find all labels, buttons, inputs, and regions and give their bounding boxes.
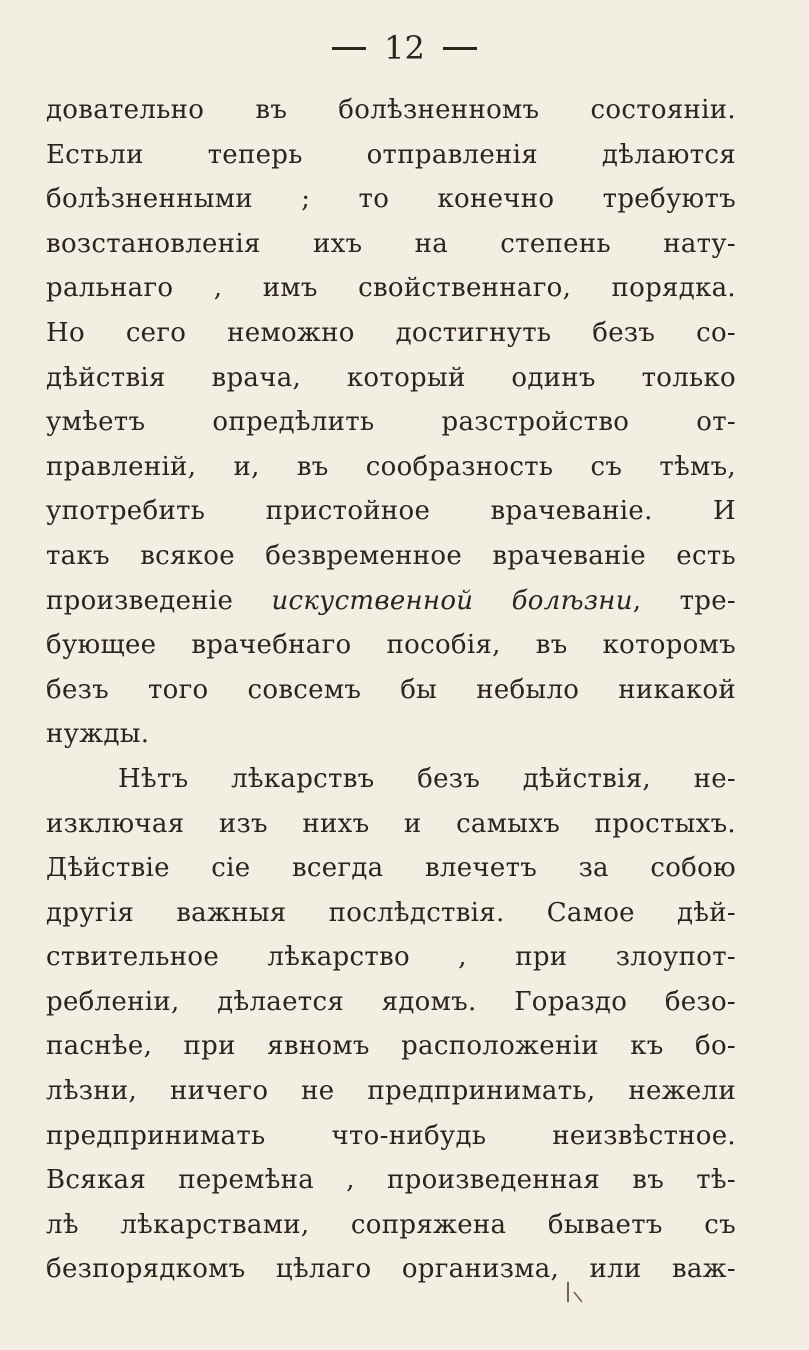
text-line: ствительное лѣкарство , при злоупот- [46,942,736,973]
text-line: бующее врачебнаго пособія, въ которомъ [46,630,736,661]
text-line: изключая изъ нихъ и самыхъ простыхъ. [46,808,736,839]
text-line: такъ всякое безвременное врачеваніе есть [46,540,736,571]
text-line: умѣетъ опредѣлить разстройство от- [46,407,736,438]
text-line: Но сего неможно достигнуть безъ со- [46,317,736,348]
text-line-paragraph-start: Нѣтъ лѣкарствъ безъ дѣйствія, не- [118,763,736,794]
text-line: ральнаго , имъ свойственнаго, порядка. [46,273,736,304]
body-text [46,88,736,1292]
text-line: дѣйствія врача, который одинъ только [46,362,736,393]
page-number: 12 [384,29,425,67]
header-dash-right [443,47,477,50]
ink-mark-decoration [562,1278,586,1308]
text-fragment: произведеніе [46,585,272,616]
text-line: болѣзненными ; то конечно требуютъ [46,184,736,215]
text-line: употребить пристойное врачеваніе. И [46,496,736,527]
text-line: безпорядкомъ цѣлаго организма, или важ- [46,1254,736,1285]
text-line: другія важныя послѣдствія. Самое дѣй- [46,897,736,928]
text-line: Всякая перемѣна , произведенная въ тѣ- [46,1165,736,1196]
text-line: Дѣйствіе сіе всегда влечетъ за собою [46,853,736,884]
stray-mark-icon [562,1278,586,1308]
text-line: безъ того совсемъ бы небыло никакой [46,674,736,705]
text-line: возстановленія ихъ на степень нату- [46,228,736,259]
text-line-italic [46,579,736,624]
italic-term: искуственной болѣзни [271,585,633,616]
page-header [0,26,809,70]
text-line-paragraph-end: нужды. [46,719,150,750]
text-line: довательно въ болѣзненномъ состояніи. [46,95,736,125]
text-line: ребленіи, дѣлается ядомъ. Гораздо безо- [46,986,736,1017]
text-line: Естьли теперь отправленія дѣлаются [46,139,736,170]
text-line: правленій, и, въ сообразность съ тѣмъ, [46,451,736,482]
text-fragment: , тре- [632,585,736,616]
text-line: паснѣе, при явномъ расположеніи къ бо- [46,1031,736,1062]
text-line: лѣзни, ничего не предпринимать, нежели [46,1076,736,1107]
text-line: лѣ лѣкарствами, сопряжена бываетъ съ [46,1209,736,1240]
text-line: предпринимать что-нибудь неизвѣстное. [46,1120,736,1151]
header-dash-left [332,47,366,50]
